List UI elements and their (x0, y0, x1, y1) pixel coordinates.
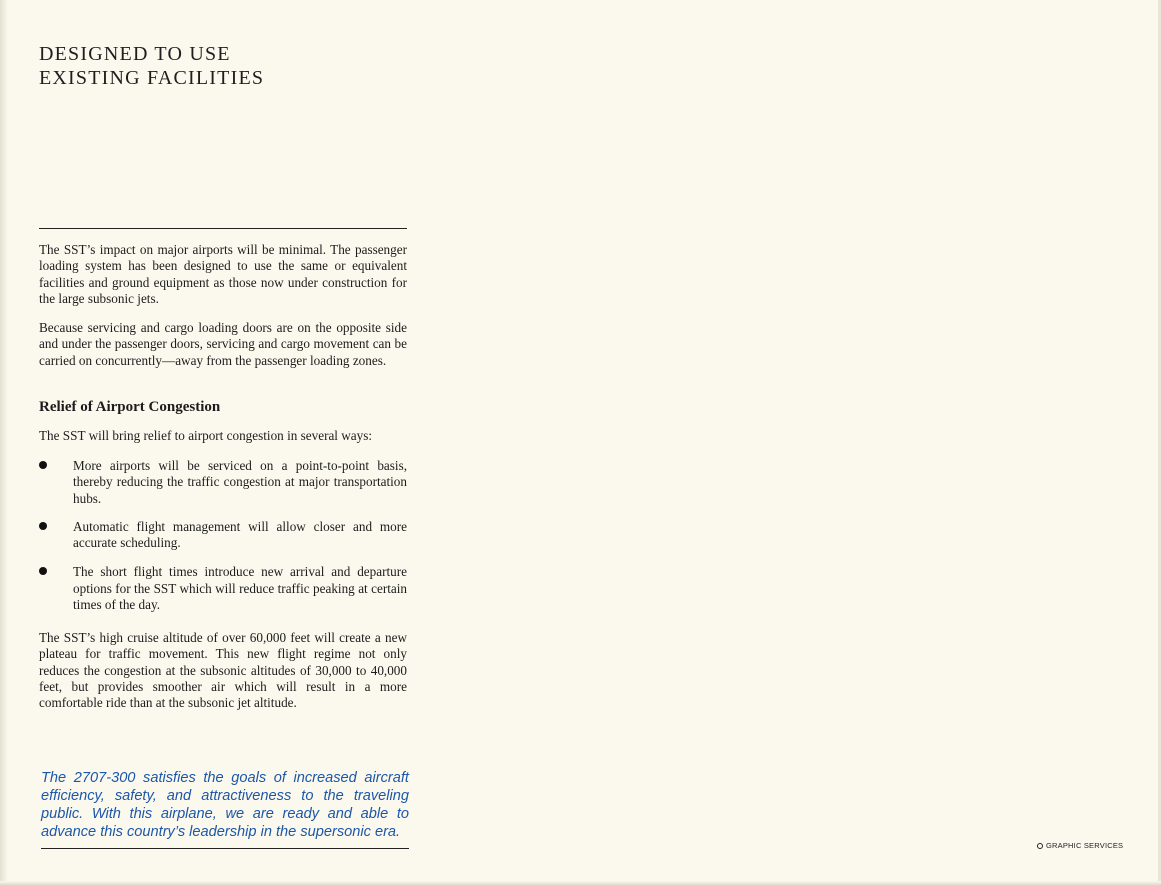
credit-text: GRAPHIC SERVICES (1046, 841, 1124, 850)
top-divider (39, 228, 407, 229)
paragraph-cruise-altitude (39, 630, 407, 711)
page-title (39, 42, 399, 90)
section-heading: Relief of Airport Congestion (39, 399, 221, 415)
paragraph-text: Because servicing and cargo loading doors are on the opposite side and under the passenger doors, servicing and cargo movement can be carried on concurrently—away from the passenger loading zones. (39, 320, 407, 368)
paragraph-text: The SST’s high cruise altitude of over 60,000 feet will create a new plateau for traffic movement. This new flight regime not only reduces the congestion at the subsonic altitudes of 30,000 to 40,000 feet, but provides smoother air which will result in a more comfortable ride than at the subsonic jet altitude. (39, 630, 407, 711)
paragraph-text: The SST’s impact on major airports will be minimal. The passenger loading system has been designed to use the same or equivalent facilities and ground equipment as those now under construction for the large subsonic jets. (39, 242, 407, 306)
summary-statement: The 2707-300 satisfies the goals of increased aircraft efficiency, safety, and attractiveness to the traveling public. With this airplane, we are ready and able to advance this country’s leadership in the supersonic era. (41, 770, 409, 840)
list-item (39, 519, 407, 552)
page-binding-edge (0, 0, 8, 886)
list-item (39, 458, 407, 507)
bullet-icon (39, 522, 47, 530)
bullet-icon (39, 567, 47, 575)
paragraph-airport-impact (39, 242, 407, 307)
paragraph-servicing-doors (39, 320, 407, 369)
logo-mark-icon (1037, 843, 1043, 849)
bottom-divider (41, 848, 409, 849)
list-item-text: More airports will be serviced on a point-to-point basis, thereby reducing the traffic congestion at major transportation hubs. (73, 458, 407, 506)
list-item-text: The short flight times introduce new arrival and departure options for the SST which will reduce traffic peaking at certain times of the day. (73, 564, 407, 613)
congestion-bullet-list (39, 458, 407, 613)
credit-line (1037, 841, 1123, 850)
section-intro (39, 428, 407, 444)
list-item-text: Automatic flight management will allow closer and more accurate scheduling. (73, 518, 407, 551)
title-line-2: EXISTING FACILITIES (39, 67, 265, 89)
page-bottom-edge (0, 881, 1161, 886)
title-line-1: DESIGNED TO USE (39, 43, 231, 65)
bullet-icon (39, 461, 47, 469)
paragraph-text: The SST will bring relief to airport congestion in several ways: (39, 428, 373, 443)
list-item (39, 564, 407, 613)
